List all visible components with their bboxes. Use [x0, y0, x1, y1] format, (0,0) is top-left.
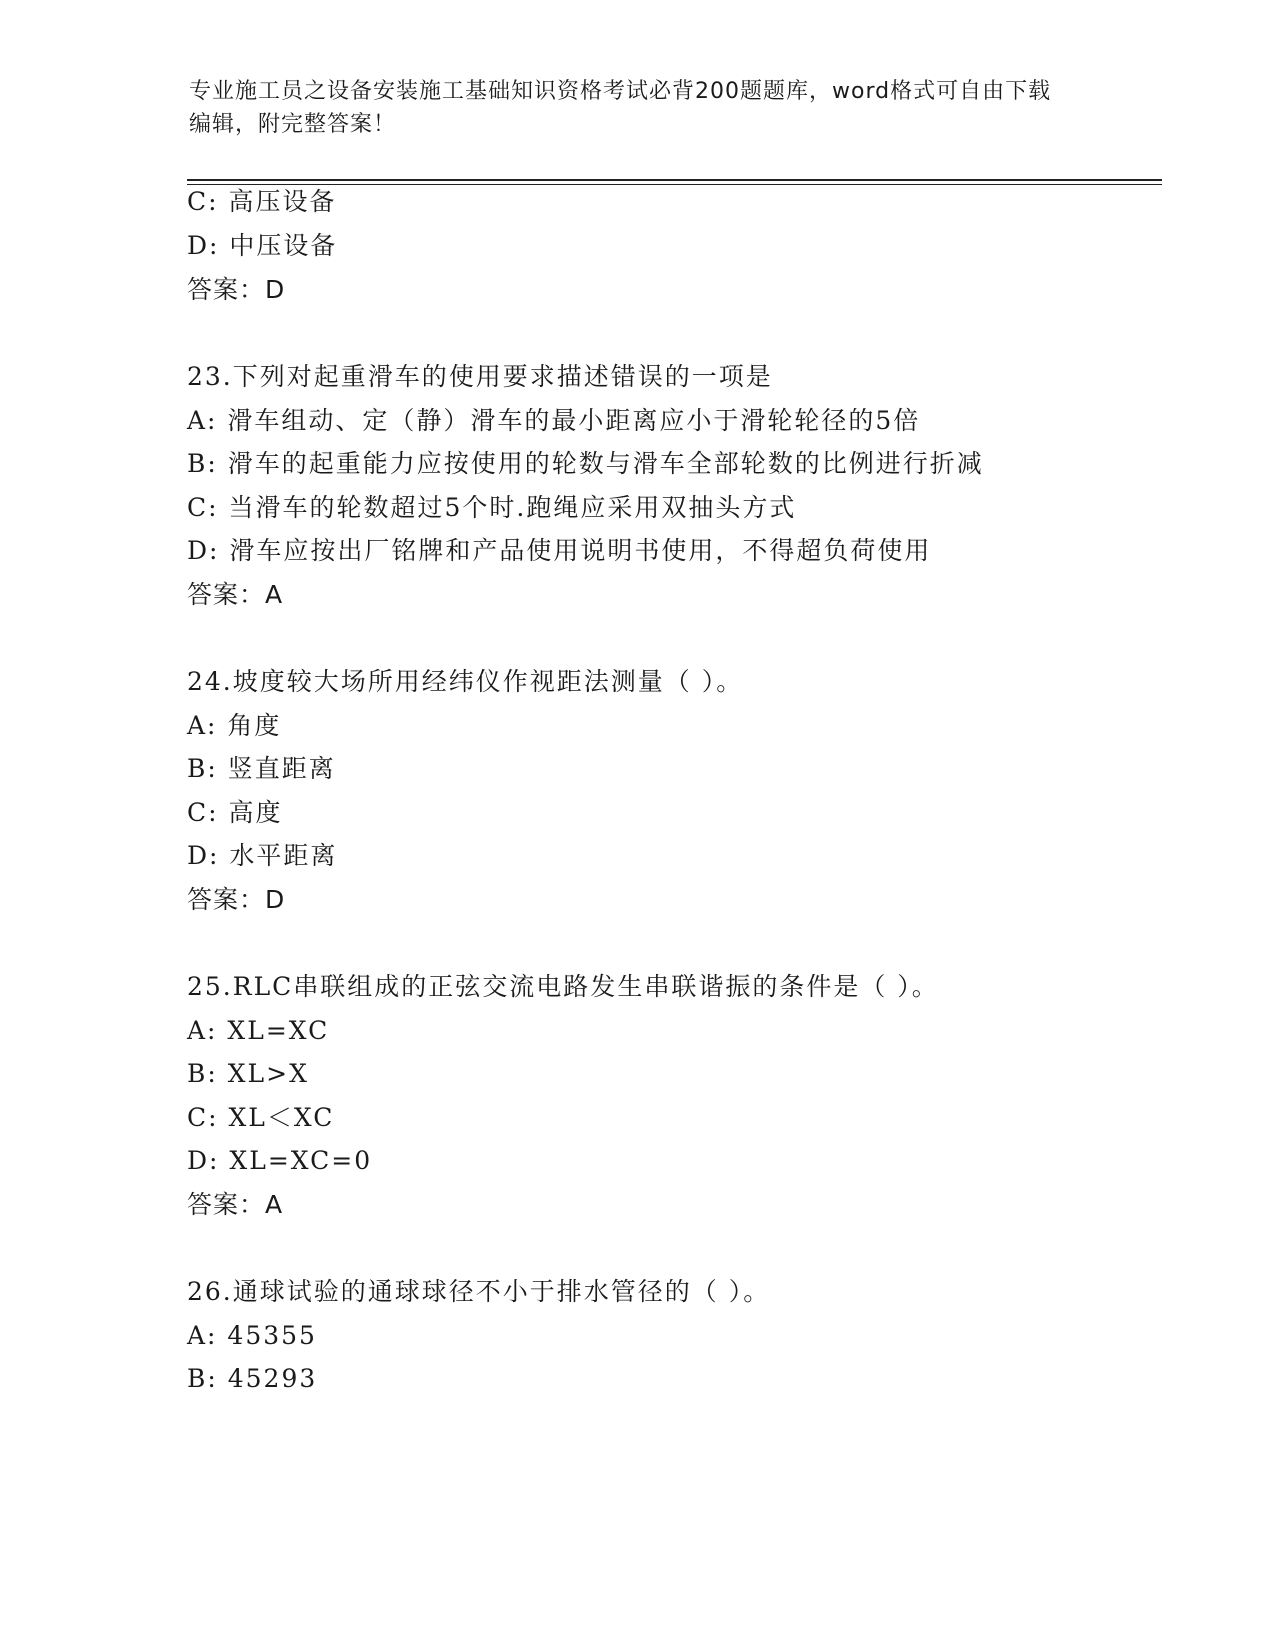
question-23: 23.下列对起重滑车的使用要求描述错误的一项是 [187, 362, 773, 391]
option-c-q25: C: XL＜XC [187, 1103, 335, 1132]
option-a-q23: A: 滑车组动、定（静）滑车的最小距离应小于滑轮轮径的5倍 [187, 406, 921, 435]
option-c-q24: C: 高度 [187, 798, 283, 827]
option-d-q24: D: 水平距离 [187, 841, 338, 870]
answer-q24: 答案：D [187, 885, 286, 914]
option-b-q26: B: 45293 [187, 1364, 318, 1393]
answer-q25: 答案：A [187, 1190, 284, 1219]
question-26: 26.通球试验的通球球径不小于排水管径的（ ）。 [187, 1277, 771, 1306]
question-24: 24.坡度较大场所用经纬仪作视距法测量（ ）。 [187, 667, 744, 696]
option-a-q24: A: 角度 [187, 711, 282, 740]
option-a-q26: A: 45355 [187, 1321, 317, 1350]
option-b-q25: B: XL>X [187, 1059, 309, 1088]
option-c-q22: C: 高压设备 [187, 187, 337, 216]
option-a-q25: A: XL=XC [187, 1016, 330, 1045]
option-b-q24: B: 竖直距离 [187, 754, 336, 783]
header-rule-thick [187, 179, 1162, 181]
answer-q22: 答案：D [187, 275, 286, 304]
option-c-q23: C: 当滑车的轮数超过5个时.跑绳应采用双抽头方式 [187, 493, 797, 522]
answer-q23: 答案：A [187, 580, 284, 609]
option-d-q22: D: 中压设备 [187, 231, 338, 260]
option-d-q23: D: 滑车应按出厂铭牌和产品使用说明书使用，不得超负荷使用 [187, 536, 932, 565]
header-rule-thin [187, 184, 1162, 185]
question-25: 25.RLC串联组成的正弦交流电路发生串联谐振的条件是（ ）。 [187, 972, 939, 1001]
option-d-q25: D: XL=XC=0 [187, 1146, 373, 1175]
document-header: 专业施工员之设备安装施工基础知识资格考试必背200题题库，word格式可自由下载编辑，附完整答案！ [189, 79, 1052, 137]
option-b-q23: B: 滑车的起重能力应按使用的轮数与滑车全部轮数的比例进行折减 [187, 449, 984, 478]
